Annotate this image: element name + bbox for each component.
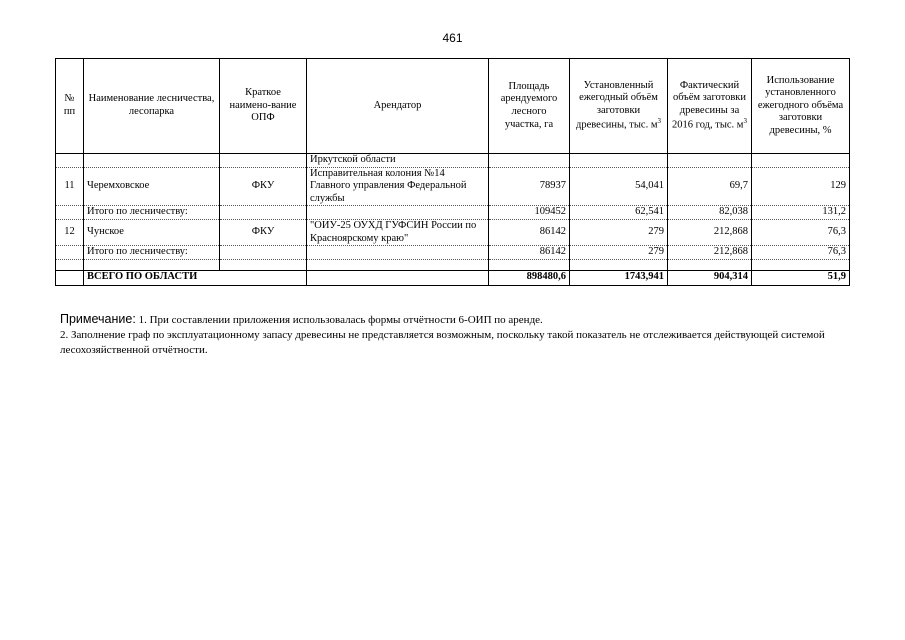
cell-num: 12 (56, 219, 84, 245)
table-header-row (56, 59, 850, 154)
cell-area: 78937 (489, 167, 570, 206)
cell-allowed: 62,541 (570, 206, 668, 220)
table-row (56, 246, 850, 260)
cell-area: 86142 (489, 219, 570, 245)
header-area: Площадь арендуемого лесного участка, га (489, 59, 570, 154)
notes-lead: Примечание: (60, 312, 136, 326)
total-usage: 51,9 (752, 270, 850, 285)
cell-actual: 69,7 (668, 167, 752, 206)
cell-allowed (570, 154, 668, 168)
cell-area: 109452 (489, 206, 570, 220)
cell-usage: 76,3 (752, 246, 850, 260)
cell-allowed: 279 (570, 219, 668, 245)
total-actual: 904,314 (668, 270, 752, 285)
cell-allowed: 54,041 (570, 167, 668, 206)
cell-num (56, 246, 84, 260)
table-row (56, 206, 850, 220)
cell-opf: ФКУ (220, 167, 307, 206)
total-area: 898480,6 (489, 270, 570, 285)
cell-num: 11 (56, 167, 84, 206)
cell-tenant: Иркутской области (307, 154, 489, 168)
empty-row (56, 259, 850, 270)
table-row (56, 154, 850, 168)
page-number: 461 (442, 31, 463, 45)
total-label: ВСЕГО ПО ОБЛАСТИ (84, 270, 307, 285)
cell-forestry: Черемховское (84, 167, 220, 206)
total-allowed: 1743,941 (570, 270, 668, 285)
header-allowed-volume: Установленный ежегодный объём заготовки древесины, тыс. $м^3$ (570, 59, 668, 154)
cell-num (56, 154, 84, 168)
cell-actual: 82,038 (668, 206, 752, 220)
header-num: № пп (56, 59, 84, 154)
cell-usage: 131,2 (752, 206, 850, 220)
note-1 (60, 311, 860, 328)
cell-opf (220, 154, 307, 168)
header-actual-volume: Фактический объём заготовки древесины за 2016 год, тыс. $м^3$ (668, 59, 752, 154)
table-row (56, 167, 850, 206)
cell-tenant (307, 206, 489, 220)
cell-area: 86142 (489, 246, 570, 260)
cell-tenant: "ОИУ-25 ОУХД ГУФСИН России по Красноярскому краю" (307, 219, 489, 245)
header-usage: Использование установленного ежегодного объёма заготовки древесины, % (752, 59, 850, 154)
header-opf: Краткое наимено-вание ОПФ (220, 59, 307, 154)
cell-opf (220, 206, 307, 220)
cell-usage: 129 (752, 167, 850, 206)
notes-section (60, 311, 860, 358)
note-2: 2. Заполнение граф по эксплуатационному запасу древесины не представляется возможным, поскольку такой показатель не отслеживается действующей системой лесохозяйственной отчётности. (60, 328, 825, 356)
cell-opf: ФКУ (220, 219, 307, 245)
cell-usage: 76,3 (752, 219, 850, 245)
total-row (56, 270, 850, 285)
note-1-text: 1. При составлении приложения использовалась формы отчётности 6-ОИП по аренде. (138, 314, 543, 326)
cell-actual (668, 154, 752, 168)
cell-num (56, 206, 84, 220)
cell-forestry: Чунское (84, 219, 220, 245)
cell-forestry (84, 154, 220, 168)
cell-tenant: Исправительная колония №14 Главного управления Федеральной службы (307, 167, 489, 206)
lease-table (55, 58, 850, 286)
cell-actual: 212,868 (668, 219, 752, 245)
header-tenant: Арендатор (307, 59, 489, 154)
cell-usage (752, 154, 850, 168)
header-forestry: Наименование лесничества, лесопарка (84, 59, 220, 154)
cell-area (489, 154, 570, 168)
cell-forestry: Итого по лесничеству: (84, 206, 220, 220)
cell-forestry: Итого по лесничеству: (84, 246, 220, 260)
cell-tenant (307, 246, 489, 260)
cell-opf (220, 246, 307, 260)
cell-allowed: 279 (570, 246, 668, 260)
table-row (56, 219, 850, 245)
cell-actual: 212,868 (668, 246, 752, 260)
